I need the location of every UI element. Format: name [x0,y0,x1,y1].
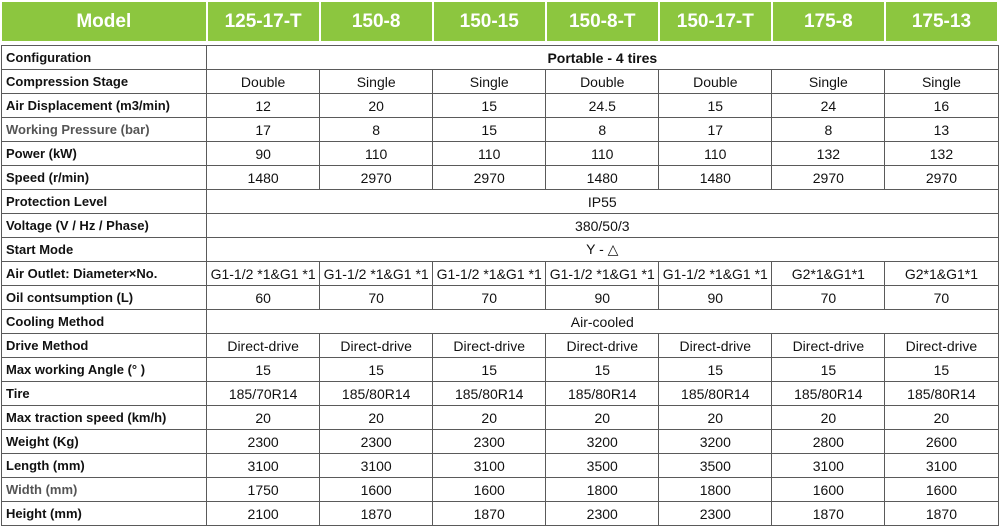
table-row [2,406,999,430]
table-row [2,358,999,382]
table-cell: 132 [772,142,885,166]
table-cell: 1600 [885,478,998,502]
table-cell: 110 [546,142,659,166]
table-cell: 20 [207,406,320,430]
table-cell: 1750 [207,478,320,502]
table-cell: 1480 [207,166,320,190]
table-row [2,262,999,286]
table-cell: 2970 [772,166,885,190]
header-model-7: 175-13 [885,2,998,42]
table-cell: 3200 [659,430,772,454]
table-cell: G1-1/2 *1&G1 *1 [207,262,320,286]
table-cell: 17 [207,118,320,142]
table-cell: 20 [320,406,433,430]
table-cell: 132 [885,142,998,166]
table-cell: 24 [772,94,885,118]
header-model-4: 150-8-T [546,2,659,42]
row-label: Width (mm) [2,478,207,502]
table-cell: 8 [546,118,659,142]
table-cell: 20 [659,406,772,430]
row-label: Oil contsumption (L) [2,286,207,310]
table-row [2,94,999,118]
table-cell: Single [433,70,546,94]
table-row [2,142,999,166]
table-cell: Direct-drive [320,334,433,358]
table-cell: Direct-drive [772,334,885,358]
row-span-value: 380/50/3 [207,214,998,238]
table-cell: 1480 [546,166,659,190]
table-cell: 3100 [885,454,998,478]
row-label: Air Displacement (m3/min) [2,94,207,118]
table-cell: 2300 [659,502,772,526]
table-cell: G1-1/2 *1&G1 *1 [546,262,659,286]
table-cell: 2100 [207,502,320,526]
table-row [2,334,999,358]
table-cell: 20 [320,94,433,118]
table-cell: 20 [433,406,546,430]
table-cell: 1600 [772,478,885,502]
header-model-2: 150-8 [320,2,433,42]
row-label: Cooling Method [2,310,207,334]
header-model-3: 150-15 [433,2,546,42]
row-span-value: IP55 [207,190,998,214]
row-label: Drive Method [2,334,207,358]
table-cell: 90 [659,286,772,310]
table-cell: Direct-drive [433,334,546,358]
table-cell: 185/80R14 [546,382,659,406]
row-label: Power (kW) [2,142,207,166]
row-label: Tire [2,382,207,406]
table-row [2,166,999,190]
row-label: Protection Level [2,190,207,214]
table-cell: 15 [207,358,320,382]
table-cell: Direct-drive [546,334,659,358]
table-row [2,382,999,406]
table-cell: Double [546,70,659,94]
table-cell: 2800 [772,430,885,454]
table-row [2,70,999,94]
table-row [2,214,999,238]
row-label: Max working Angle (° ) [2,358,207,382]
table-cell: 1870 [885,502,998,526]
table-cell: 1600 [320,478,433,502]
table-cell: 185/70R14 [207,382,320,406]
table-cell: 70 [885,286,998,310]
table-header [2,2,999,42]
table-cell: 2970 [320,166,433,190]
table-row [2,118,999,142]
table-cell: 12 [207,94,320,118]
row-label: Compression Stage [2,70,207,94]
table-cell: 15 [433,94,546,118]
table-cell: 15 [772,358,885,382]
table-cell: Single [772,70,885,94]
row-label: Start Mode [2,238,207,262]
table-cell: 15 [659,358,772,382]
table-cell: 185/80R14 [433,382,546,406]
table-cell: 2970 [433,166,546,190]
table-cell: 3100 [433,454,546,478]
table-row [2,190,999,214]
table-cell: 17 [659,118,772,142]
table-cell: 185/80R14 [659,382,772,406]
row-label: Max traction speed (km/h) [2,406,207,430]
table-cell: 16 [885,94,998,118]
table-cell: 185/80R14 [885,382,998,406]
table-cell: 1800 [659,478,772,502]
row-label: Speed (r/min) [2,166,207,190]
table-cell: G1-1/2 *1&G1 *1 [320,262,433,286]
table-row [2,238,999,262]
table-cell: 20 [772,406,885,430]
row-label: Voltage (V / Hz / Phase) [2,214,207,238]
table-cell: 70 [320,286,433,310]
header-model-6: 175-8 [772,2,885,42]
table-cell: 3500 [659,454,772,478]
table-cell: 24.5 [546,94,659,118]
table-cell: 15 [659,94,772,118]
table-cell: 3500 [546,454,659,478]
row-label: Air Outlet: Diameter×No. [2,262,207,286]
spec-table [1,1,999,526]
table-cell: Direct-drive [885,334,998,358]
header-model-label: Model [2,2,207,42]
table-cell: 3100 [207,454,320,478]
table-cell: G1-1/2 *1&G1 *1 [659,262,772,286]
table-cell: Direct-drive [659,334,772,358]
table-cell: 90 [546,286,659,310]
table-cell: 3100 [320,454,433,478]
table-cell: 20 [546,406,659,430]
table-row [2,286,999,310]
table-cell: 185/80R14 [772,382,885,406]
table-cell: 15 [433,358,546,382]
row-label: Height (mm) [2,502,207,526]
table-cell: Single [885,70,998,94]
header-model-5: 150-17-T [659,2,772,42]
table-cell: 15 [885,358,998,382]
table-cell: 110 [320,142,433,166]
table-cell: 8 [772,118,885,142]
table-cell: 1870 [433,502,546,526]
row-label: Length (mm) [2,454,207,478]
table-cell: 2600 [885,430,998,454]
table-row [2,454,999,478]
table-cell: G1-1/2 *1&G1 *1 [433,262,546,286]
table-cell: 13 [885,118,998,142]
row-span-value: Y - △ [207,238,998,262]
table-cell: 110 [659,142,772,166]
header-row [2,2,999,42]
header-model-1: 125-17-T [207,2,320,42]
table-row [2,430,999,454]
table-cell: 70 [772,286,885,310]
table-cell: 3200 [546,430,659,454]
table-cell: 60 [207,286,320,310]
table-row [2,310,999,334]
table-row [2,502,999,526]
table-cell: Direct-drive [207,334,320,358]
table-cell: 1480 [659,166,772,190]
table-row [2,46,999,70]
row-label: Working Pressure (bar) [2,118,207,142]
table-cell: 15 [320,358,433,382]
table-cell: 2300 [433,430,546,454]
table-cell: 110 [433,142,546,166]
table-cell: 1870 [772,502,885,526]
table-row [2,478,999,502]
table-cell: 1870 [320,502,433,526]
table-cell: 2300 [546,502,659,526]
table-cell: 8 [320,118,433,142]
table-cell: 20 [885,406,998,430]
table-body [2,42,999,526]
table-cell: 70 [433,286,546,310]
table-cell: 2970 [885,166,998,190]
table-cell: 2300 [320,430,433,454]
table-cell: 2300 [207,430,320,454]
row-span-value: Portable - 4 tires [207,46,998,70]
table-cell: 15 [546,358,659,382]
row-label: Configuration [2,46,207,70]
table-cell: 185/80R14 [320,382,433,406]
table-cell: 1800 [546,478,659,502]
table-cell: G2*1&G1*1 [885,262,998,286]
table-cell: Single [320,70,433,94]
row-span-value: Air-cooled [207,310,998,334]
table-cell: Double [207,70,320,94]
table-cell: 3100 [772,454,885,478]
table-cell: 15 [433,118,546,142]
row-label: Weight (Kg) [2,430,207,454]
table-cell: 90 [207,142,320,166]
table-cell: G2*1&G1*1 [772,262,885,286]
table-cell: Double [659,70,772,94]
table-cell: 1600 [433,478,546,502]
